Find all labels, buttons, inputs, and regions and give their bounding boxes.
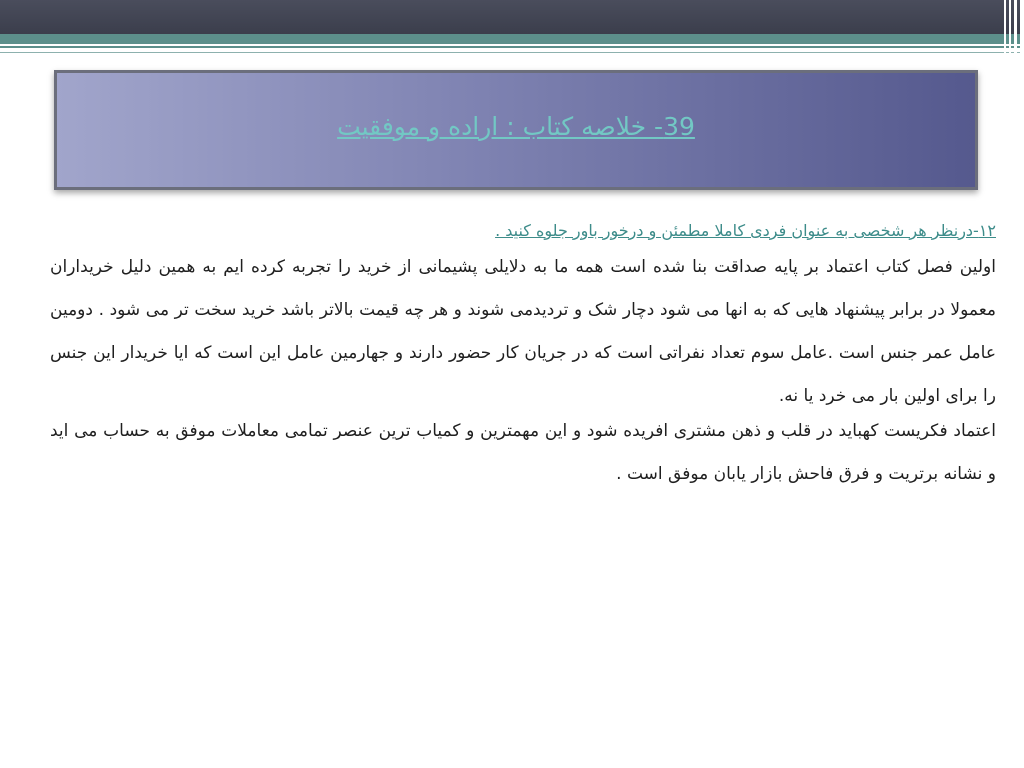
body-paragraph-1: اولین فصل کتاب اعتماد بر پایه صداقت بنا شده است همه ما به دلایلی پشیمانی از خرید را تجربه کرده ایم به همین دلیل خریداران معمولا در برابر پیشنهاد هایی که به انها می شود دچار شک و تردیدمی شوند و هر چه قیمت بالاتر باشد خرید سخت تر می شود . دومین عامل عمر جنس است .عامل سوم تعداد نفراتی است که در جریان کار حضور دارند و جهارمین عامل این است که ایا خریدار این جنس را برای اولین بار می خرد یا نه. bbox=[50, 257, 996, 406]
header-rule bbox=[0, 46, 1024, 48]
slide-content bbox=[50, 218, 996, 496]
subheading-link[interactable]: ۱۲-درنظر هر شخصی به عنوان فردی کاملا مطمئن و درخور باور جلوه کنید . bbox=[495, 221, 996, 240]
top-accent-bar bbox=[0, 34, 1024, 44]
corner-stripes bbox=[988, 0, 1024, 70]
header-rule-thin bbox=[0, 52, 1024, 53]
title-box bbox=[54, 70, 978, 190]
top-header-bar bbox=[0, 0, 1024, 34]
slide-title[interactable]: 39- خلاصه کتاب : اراده و موفقیت bbox=[337, 111, 695, 141]
body-paragraph-2: اعتماد فکریست کهباید در قلب و ذهن مشتری افریده شود و این مهمترین و کمیاب ترین عنصر تمامی معاملات موفق به حساب می اید و نشانه برتریت و فرق فاحش بازار یابان موفق است . bbox=[50, 421, 996, 484]
